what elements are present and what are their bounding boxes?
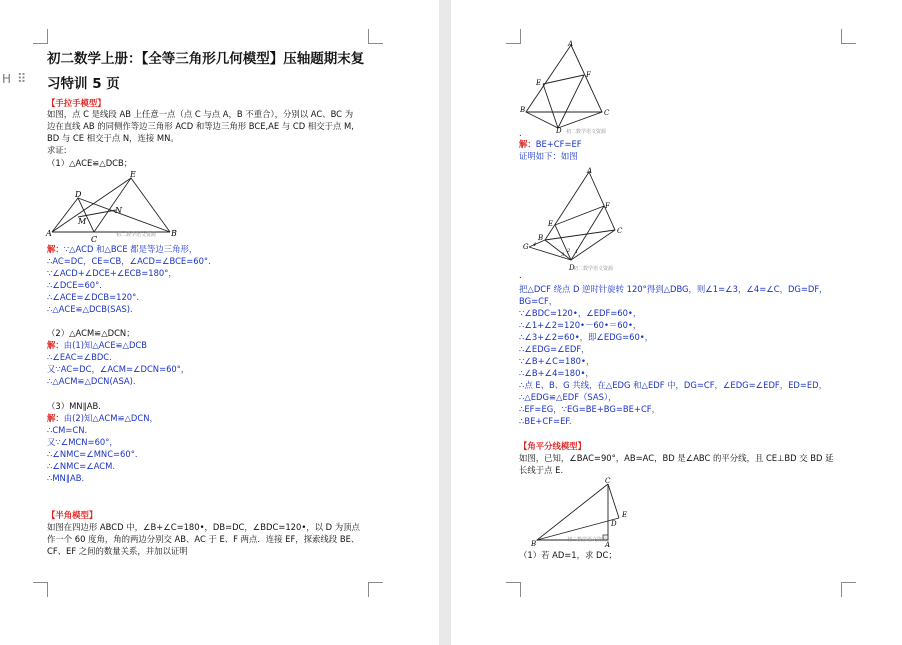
spacer-dot: . <box>519 270 522 280</box>
proof-line: ∴点 E、B、G 共线，在△EDG 和△EDF 中，DG=CF，∠EDG=∠EDF，ED=ED， <box>519 380 827 390</box>
corner-mark <box>368 582 383 597</box>
proof-line: ∴∠B+∠4=180•， <box>519 368 594 378</box>
question-2: （2）△ACM≌△DCN； <box>47 328 135 338</box>
proof-intro: 证明如下：如图 <box>519 151 578 161</box>
label-G: G <box>523 243 529 251</box>
label-D: D <box>75 190 82 199</box>
problem-line: CF、EF 之间的数量关系，并加以证明 <box>47 546 188 556</box>
label-D: D <box>569 264 575 272</box>
label-B: B <box>520 106 526 114</box>
label-A: A <box>587 167 593 175</box>
label-C: C <box>604 109 610 117</box>
corner-mark <box>506 582 521 597</box>
problem-line: BD 与 CE 相交于点 N，连接 MN。 <box>47 133 179 143</box>
watermark-text: 初二数学语文资源 <box>573 266 614 272</box>
heading-marker-icon: H <box>2 72 13 86</box>
solution-line: ∴△ACM≌△DCN(ASA). <box>47 376 136 386</box>
label-N: N <box>115 206 122 215</box>
label-C: C <box>605 477 611 485</box>
drag-handle[interactable] <box>2 72 27 87</box>
corner-mark <box>368 29 383 44</box>
solution-line: 解：∵△ACD 和△BCE 都是等边三角形， <box>47 244 198 254</box>
document-page-left <box>0 0 439 645</box>
proof-line: ∴EF=EG，∵EG=BE+BG=BE+CF， <box>519 404 660 414</box>
problem-line: 长线于点 E. <box>519 465 564 475</box>
label-E: E <box>130 170 136 179</box>
label-3: 3 <box>561 252 565 258</box>
drag-dots-icon: ⠿ <box>16 72 28 87</box>
solution-line: 解：由(2)知△ACM≌△DCN， <box>47 413 158 423</box>
figure-rotation-proof <box>523 166 633 276</box>
label-C: C <box>91 235 98 244</box>
label-D: D <box>611 520 617 528</box>
watermark-text: 初二数学语文资源 <box>566 129 607 135</box>
corner-mark <box>841 29 856 44</box>
label-E: E <box>536 79 542 87</box>
solution-line: ∵∠ACD+∠DCE+∠ECB=180°， <box>47 268 177 278</box>
figure-quadrilateral <box>518 40 628 135</box>
solution-line: ∴AC=DC，CE=CB，∠ACD=∠BCE=60°. <box>47 256 211 266</box>
label-C: C <box>617 227 623 235</box>
label-E: E <box>548 220 554 228</box>
figure-angle-bisector <box>531 476 646 548</box>
solution-line: ∴△ACE≌△DCB(SAS). <box>47 304 133 314</box>
label-2: 2 <box>567 248 571 254</box>
watermark-text: 初二数学语文资源 <box>567 537 608 543</box>
label-F: F <box>586 71 591 79</box>
problem-line: 如图在四边形 ABCD 中，∠B+∠C=180•，DB=DC，∠BDC=120•，以 D 为顶点 <box>47 522 360 532</box>
solution-line: ∴∠NMC=∠MNC=60°. <box>47 449 138 459</box>
question-1: （1）若 AD=1，求 DC； <box>519 550 617 560</box>
label-B: B <box>171 229 177 238</box>
label-1: 1 <box>575 249 579 255</box>
corner-mark <box>841 582 856 597</box>
proof-line: 把△DCF 绕点 D 逆时针旋转 120°得到△DBG，则∠1=∠3，∠4=∠C，DG=DF， <box>519 284 828 294</box>
problem-line: 如图，已知，∠BAC=90°，AB=AC，BD 是∠ABC 的平分线，且 CE⊥BD 交 BD 延 <box>519 453 834 463</box>
solution-line: ∴∠EAC=∠BDC. <box>47 352 112 362</box>
label-A: A <box>605 541 611 548</box>
doc-title-line1: 初二数学上册：【全等三角形几何模型】压轴题期末复 <box>47 51 365 67</box>
solution-line: 又∵AC=DC，∠ACM=∠DCN=60°， <box>47 364 190 374</box>
corner-mark <box>33 29 48 44</box>
label-4: 4 <box>533 242 537 248</box>
proof-line: ∴∠3+∠2=60•，即∠EDG=60•， <box>519 332 654 342</box>
doc-title-line2: 习特训 5 页 <box>47 76 120 92</box>
question-1: （1）△ACE≌△DCB； <box>47 158 133 168</box>
solution-line: 又∵∠MCN=60°， <box>47 437 118 447</box>
problem-line: 求证: <box>47 145 67 155</box>
answer-line: 解：BE+CF=EF <box>519 139 582 149</box>
label-A: A <box>568 40 574 48</box>
question-3: （3）MN∥AB. <box>47 401 101 411</box>
label-M: M <box>78 217 87 226</box>
problem-line: 作一个 60 度角，角的两边分别交 AB、AC 于 E、F 两点．连接 EF，探索线段 BE、 <box>47 534 360 544</box>
proof-line: ∴∠EDG=∠EDF， <box>519 344 590 354</box>
section-heading: 【手拉手模型】 <box>47 98 106 108</box>
label-A: A <box>46 229 52 238</box>
section-heading: 【角平分线模型】 <box>519 441 586 451</box>
label-B: B <box>531 540 537 548</box>
document-page-right <box>451 0 902 645</box>
solution-line: ∴CM=CN. <box>47 425 88 435</box>
label-D: D <box>556 127 562 135</box>
proof-line: ∴△EDG≌△EDF（SAS）， <box>519 392 617 402</box>
proof-line: ∴∠1+∠2=120•－60•＝60•， <box>519 320 642 330</box>
solution-line: ∴MN∥AB. <box>47 473 85 483</box>
label-F: F <box>605 202 610 210</box>
section-heading: 【半角模型】 <box>47 510 98 520</box>
figure-equilateral-triangles <box>44 170 184 244</box>
solution-line: ∴∠DCE=60°. <box>47 280 102 290</box>
corner-mark <box>33 582 48 597</box>
problem-line: 边在直线 AB 的同侧作等边三角形 ACD 和等边三角形 BCE,AE 与 CD 相交于点 M, <box>47 121 354 131</box>
label-E: E <box>622 511 628 519</box>
problem-line: 如图，点 C 是线段 AB 上任意一点（点 C 与点 A，B 不重合），分别以 AC、BC 为 <box>47 109 354 119</box>
watermark-text: 初二数学语文资源 <box>116 232 157 238</box>
solution-line: 解：由(1)知△ACE≌△DCB <box>47 340 148 350</box>
label-B: B <box>538 234 544 242</box>
proof-line: ∴BE+CF=EF. <box>519 416 572 426</box>
proof-line: ∵∠BDC=120•，∠EDF=60•， <box>519 308 642 318</box>
proof-line: ∵∠B+∠C=180•， <box>519 356 595 366</box>
solution-line: ∴∠ACE=∠DCB=120°. <box>47 292 139 302</box>
proof-line: BG=CF， <box>519 296 558 306</box>
solution-line: ∴∠NMC=∠ACM. <box>47 461 116 471</box>
spacer-dot: . <box>519 128 522 138</box>
